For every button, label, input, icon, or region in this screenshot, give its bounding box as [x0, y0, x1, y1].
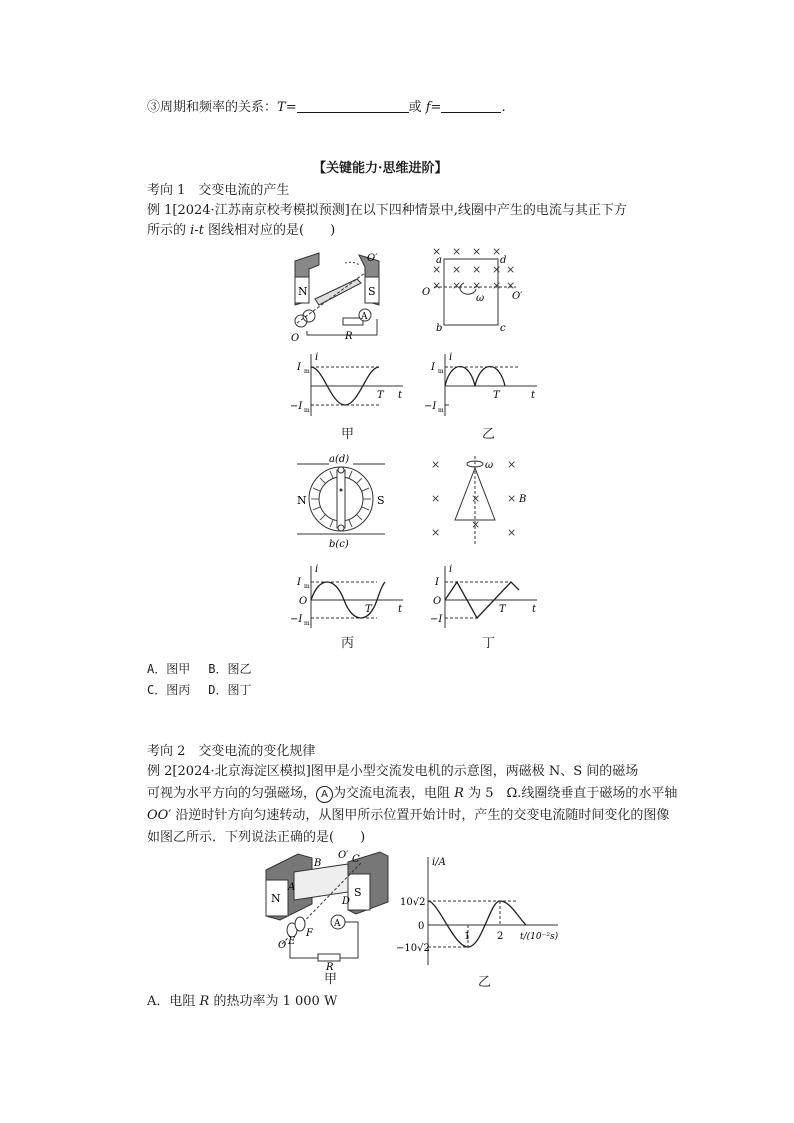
svg-text:×: ×: [431, 492, 441, 505]
q2-option-a-pre: A．电阻: [147, 994, 200, 1009]
q2-heading: 考向 2 交变电流的变化规律: [147, 744, 316, 759]
q1-stem-line2: [147, 221, 335, 241]
q1-jia-Im-sub: m: [304, 368, 310, 375]
q1-radial-ad: a(d): [329, 454, 350, 465]
svg-text:×: ×: [506, 263, 516, 276]
q1-stem-line1: 例 1[2024·江苏南京校考模拟预测]在以下四种情景中,线圈中产生的电流与其正下方: [147, 203, 627, 218]
T-var: T: [277, 100, 286, 115]
q1-radial-S: S: [377, 494, 385, 507]
q2-stem-line2-pre: 可视为水平方向的匀强磁场，: [147, 786, 317, 801]
q1-caption-ding: 丁: [482, 636, 496, 651]
q2-option-a-post: 的热功率为 1 000 W: [209, 994, 338, 1009]
q2-label-E: E: [288, 936, 296, 947]
q1-graph-jia: [290, 350, 408, 420]
svg-text:×: ×: [506, 279, 516, 292]
q2-stem-line2-post: 为 5 Ω.线圈绕垂直于磁场的水平轴: [463, 786, 678, 801]
q1-ammeter-label: A: [361, 312, 368, 322]
q1-jia-negIm-sub: m: [304, 407, 310, 414]
q1-radial-N: N: [297, 494, 307, 507]
q2-R-var: R: [454, 786, 464, 801]
svg-text:×: ×: [507, 492, 517, 505]
q1-it-var: i-t: [190, 223, 204, 238]
line-end: .: [501, 100, 506, 115]
line-prefix: ③周期和频率的关系：: [147, 100, 278, 115]
q1-radial-field-diagram: [293, 452, 393, 550]
q1-label-O: O: [422, 287, 431, 298]
equals-2: =: [430, 100, 442, 115]
svg-text:×: ×: [452, 279, 462, 292]
q1-caption-jia: 甲: [341, 427, 355, 442]
q2-stem-line1: 例 2[2024·北京海淀区模拟]图甲是小型交流发电机的示意图，两磁极 N、S 间的磁场: [147, 764, 639, 779]
q1-coil-field-diagram: [420, 243, 530, 338]
q1-ding-i: i: [449, 564, 453, 575]
q2-label-O: O: [278, 940, 287, 951]
q1-graph-bing: [290, 562, 408, 630]
q1-option-b[interactable]: B．图乙: [208, 662, 252, 676]
q2-stem-line3-post: 沿逆时针方向匀速转动，从图甲所示位置开始计时，产生的交变电流随时间变化的图像: [171, 808, 670, 823]
q1-label-d: d: [500, 255, 507, 266]
q2-option-a[interactable]: [147, 992, 337, 1012]
q1-bing-O: O: [299, 596, 308, 607]
q1-ding-I: I: [435, 577, 439, 588]
q1-label-c: c: [500, 323, 506, 334]
svg-text:×: ×: [432, 245, 442, 258]
blank-2: [441, 98, 501, 113]
q1-yi-negIm: −I: [424, 401, 437, 412]
q2-label-A: A: [288, 882, 296, 893]
q1-omega-label: ω: [476, 293, 485, 304]
q1-caption-bing: 丙: [341, 636, 355, 651]
svg-text:×: ×: [472, 245, 482, 258]
q2-gen-N: N: [271, 892, 281, 905]
q1-yi-i: i: [449, 352, 453, 363]
or-word: 或: [408, 100, 426, 115]
q1-gen-N: N: [298, 285, 308, 298]
svg-text:×: ×: [452, 263, 462, 276]
q1-yi-curve: [445, 367, 505, 387]
q1-triangle-B: B: [519, 494, 527, 505]
q2-label-C: C: [352, 854, 360, 865]
svg-text:×: ×: [492, 245, 502, 258]
q2-x-label: t/(10⁻²s): [520, 932, 559, 942]
q1-graph-ding: [427, 562, 542, 630]
svg-text:×: ×: [471, 518, 481, 531]
q1-bing-negIm: −I: [290, 614, 303, 625]
q1-jia-negIm: −I: [290, 401, 303, 412]
f-var: f: [425, 100, 431, 115]
q1-jia-Im: I: [297, 362, 301, 373]
q2-ymin: −10√2: [396, 943, 430, 954]
q2-label-F: F: [306, 928, 313, 939]
q2-resistor: [318, 954, 340, 961]
q1-gen-S: S: [368, 285, 376, 298]
q1-ding-O: O: [433, 596, 442, 607]
q1-triangle-diagram: [427, 452, 532, 547]
q1-gen-Oprime: O′: [367, 253, 378, 264]
q2-label-R: R: [326, 962, 334, 973]
q2-x2: 2: [497, 931, 504, 942]
q1-stem-line2-post: 图线相对应的是( ): [203, 223, 336, 238]
q1-radial-bc: b(c): [329, 539, 349, 550]
q1-label-a: a: [436, 255, 442, 266]
q1-caption-yi: 乙: [482, 427, 496, 442]
q1-yi-Im: I: [431, 362, 435, 373]
q1-jia-i: i: [315, 352, 319, 363]
q2-gen-S: S: [354, 886, 362, 899]
q1-bing-negIm-sub: m: [304, 620, 310, 627]
q1-generator-diagram: [287, 243, 392, 343]
q1-ding-T: T: [499, 604, 506, 615]
q2-stem-line2: [147, 784, 677, 804]
q2-label-B: B: [314, 858, 322, 869]
q1-option-d[interactable]: D．图丁: [208, 683, 252, 697]
period-frequency-line: [147, 98, 506, 118]
q1-yi-negIm-sub: m: [438, 407, 444, 414]
svg-text:×: ×: [432, 279, 442, 292]
q1-rotation-arrow: [345, 262, 359, 265]
svg-text:×: ×: [431, 458, 441, 471]
blank-1: [297, 98, 409, 113]
svg-text:×: ×: [472, 279, 482, 292]
q2-option-a-R: R: [199, 994, 210, 1009]
svg-text:×: ×: [452, 245, 462, 258]
svg-text:×: ×: [507, 526, 517, 539]
ammeter-symbol: A: [316, 786, 333, 803]
q1-ding-t: t: [532, 604, 537, 615]
q1-yi-Im-sub: m: [438, 368, 444, 375]
q2-label-Oprime: O′: [338, 850, 349, 861]
q1-bing-i: i: [315, 564, 319, 575]
q2-OO-var: OO′: [147, 808, 172, 823]
q1-gen-R: R: [345, 331, 353, 342]
svg-text:×: ×: [432, 263, 442, 276]
q2-stem-line2-mid: 为交流电流表，电阻: [333, 786, 455, 801]
q2-ammeter-label: A: [334, 919, 341, 929]
q1-label-Oprime: O′: [512, 291, 523, 302]
svg-text:×: ×: [471, 492, 481, 505]
q1-ding-negI: −I: [430, 614, 443, 625]
q2-caption-jia: 甲: [324, 972, 338, 987]
q1-options-row2: [147, 680, 251, 700]
q1-options-row1: [147, 659, 251, 679]
q2-y-label: i/A: [432, 857, 446, 868]
q2-ymax: 10√2: [400, 897, 426, 908]
q1-option-c[interactable]: C．图丙: [147, 683, 191, 697]
q1-jia-t: t: [398, 390, 403, 401]
q2-current-graph: [398, 853, 570, 968]
q1-triangle-omega: ω: [485, 460, 494, 471]
q2-curve: [428, 901, 526, 947]
svg-text:×: ×: [492, 279, 502, 292]
svg-text:×: ×: [492, 263, 502, 276]
q2-label-D: D: [342, 896, 351, 907]
q1-bing-Im-sub: m: [304, 583, 310, 590]
q1-gen-O: O: [291, 333, 300, 344]
q1-yi-T: T: [493, 390, 500, 401]
q1-graph-yi: [424, 350, 542, 420]
svg-text:×: ×: [472, 263, 482, 276]
q1-triangle-crosses: [431, 458, 516, 539]
svg-text:×: ×: [431, 526, 441, 539]
section-title: 【关键能力·思维进阶】: [313, 161, 448, 176]
q2-stem-line4: 如图乙所示．下列说法正确的是( ): [147, 830, 366, 845]
q1-stem-line2-pre: 所示的: [147, 223, 191, 238]
q2-x1: 1: [464, 931, 471, 942]
q1-yi-t: t: [531, 390, 536, 401]
q2-slip-ring-2: [295, 917, 305, 931]
q1-radial-coil: [337, 470, 345, 528]
q1-heading: 考向 1 交变电流的产生: [147, 183, 290, 198]
equals-1: =: [285, 100, 297, 115]
q1-coil: [315, 279, 361, 305]
q2-caption-yi: 乙: [478, 975, 492, 990]
q1-option-a[interactable]: A．图甲: [147, 662, 191, 676]
q2-zero: 0: [418, 921, 425, 932]
q1-label-b: b: [436, 323, 443, 334]
q2-generator-diagram: [262, 848, 392, 973]
q1-jia-T: T: [377, 390, 384, 401]
q1-bing-T: T: [365, 604, 372, 615]
q1-bing-Im: I: [297, 577, 301, 588]
q1-bing-t: t: [398, 604, 403, 615]
svg-text:×: ×: [507, 458, 517, 471]
q2-stem-line3: [147, 806, 669, 826]
